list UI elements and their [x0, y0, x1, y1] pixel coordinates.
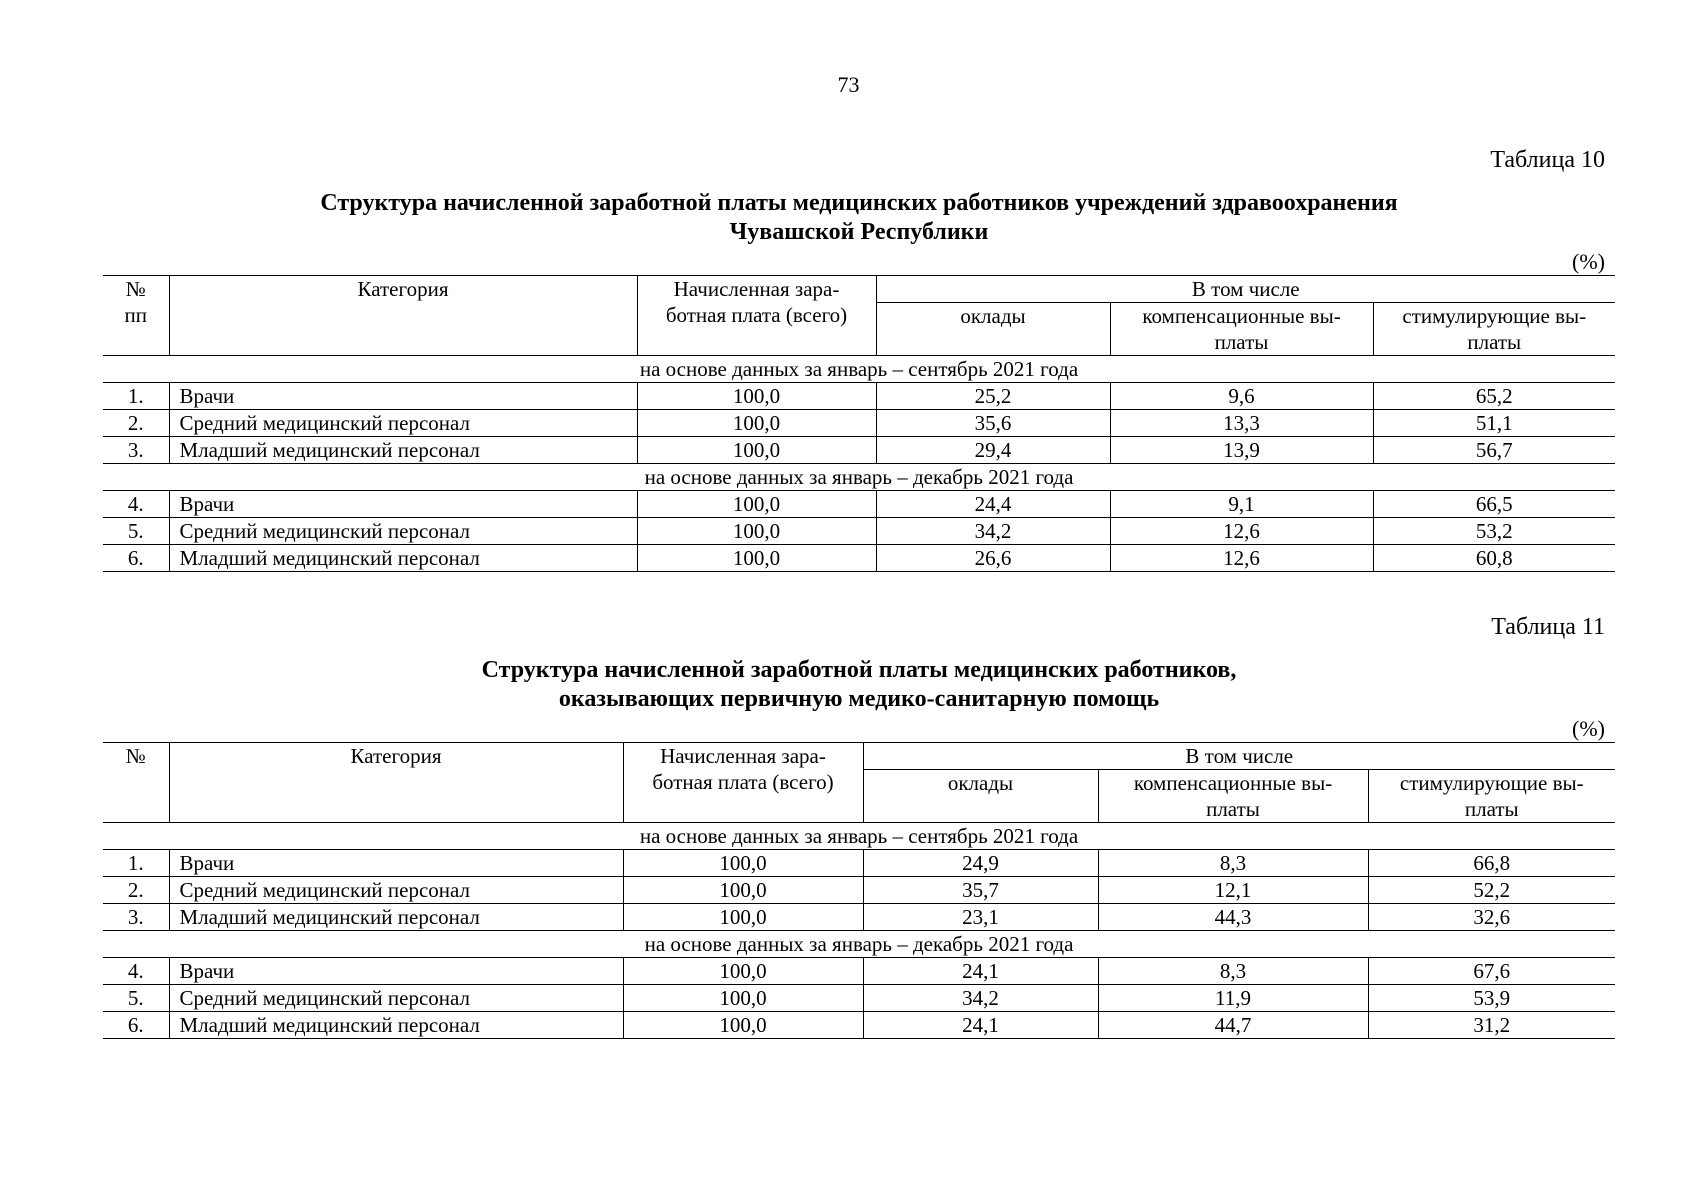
table-label: Таблица 10: [1490, 147, 1605, 173]
header-stimulating: стимулирующие вы- платы: [1368, 770, 1615, 823]
row-salary: 24,1: [863, 1012, 1098, 1039]
row-total: 100,0: [623, 904, 863, 931]
header-compensation: компенсационные вы- платы: [1110, 303, 1373, 356]
row-compensation: 12,1: [1098, 877, 1368, 904]
row-compensation: 44,7: [1098, 1012, 1368, 1039]
row-total: 100,0: [623, 1012, 863, 1039]
table-title-line2: оказывающих первичную медико-санитарную помощь: [558, 686, 1160, 712]
row-category: Средний медицинский персонал: [169, 518, 637, 545]
row-number: 1.: [103, 850, 169, 877]
row-number: 2.: [103, 877, 169, 904]
table-row: [103, 545, 1615, 572]
page-number: 73: [837, 72, 860, 97]
row-category: Младший медицинский персонал: [169, 545, 637, 572]
row-stimulating: 66,8: [1368, 850, 1615, 877]
row-total: 100,0: [637, 383, 876, 410]
header-row: [103, 276, 1615, 303]
row-salary: 23,1: [863, 904, 1098, 931]
table-10-block: [103, 143, 1615, 572]
row-total: 100,0: [623, 985, 863, 1012]
table-row: [103, 383, 1615, 410]
primary-care-salary-table: [103, 742, 1615, 1039]
table-title: [103, 189, 1615, 247]
header-total: Начисленная зара- ботная плата (всего): [637, 276, 876, 356]
table-row: [103, 410, 1615, 437]
table-row: [103, 985, 1615, 1012]
row-number: 6.: [103, 1012, 169, 1039]
row-stimulating: 53,9: [1368, 985, 1615, 1012]
row-number: 3.: [103, 904, 169, 931]
row-total: 100,0: [637, 410, 876, 437]
row-salary: 29,4: [876, 437, 1110, 464]
row-stimulating: 66,5: [1373, 491, 1615, 518]
row-number: 1.: [103, 383, 169, 410]
row-salary: 24,4: [876, 491, 1110, 518]
table-row: [103, 1012, 1615, 1039]
row-stimulating: 67,6: [1368, 958, 1615, 985]
section-row: [103, 931, 1615, 958]
header-total: Начисленная зара- ботная плата (всего): [623, 743, 863, 823]
row-category: Врачи: [169, 491, 637, 518]
table-row: [103, 518, 1615, 545]
section-label: на основе данных за январь – декабрь 2021 года: [103, 931, 1615, 958]
row-compensation: 12,6: [1110, 545, 1373, 572]
row-stimulating: 65,2: [1373, 383, 1615, 410]
header-including: В том числе: [863, 743, 1615, 770]
row-stimulating: 52,2: [1368, 877, 1615, 904]
section-row: [103, 356, 1615, 383]
row-category: Младший медицинский персонал: [169, 904, 623, 931]
header-number: № пп: [103, 276, 169, 356]
row-total: 100,0: [637, 545, 876, 572]
header-salary: оклады: [876, 303, 1110, 356]
row-salary: 34,2: [876, 518, 1110, 545]
row-number: 3.: [103, 437, 169, 464]
unit-label: (%): [1572, 716, 1605, 741]
row-category: Средний медицинский персонал: [169, 985, 623, 1012]
row-salary: 24,1: [863, 958, 1098, 985]
row-category: Средний медицинский персонал: [169, 410, 637, 437]
row-compensation: 9,1: [1110, 491, 1373, 518]
row-total: 100,0: [637, 518, 876, 545]
table-11-block: [103, 610, 1615, 1039]
table-row: [103, 958, 1615, 985]
row-stimulating: 53,2: [1373, 518, 1615, 545]
row-salary: 25,2: [876, 383, 1110, 410]
row-stimulating: 51,1: [1373, 410, 1615, 437]
header-category: Категория: [169, 276, 637, 356]
row-number: 4.: [103, 958, 169, 985]
row-stimulating: 31,2: [1368, 1012, 1615, 1039]
table-row: [103, 491, 1615, 518]
row-number: 2.: [103, 410, 169, 437]
header-number: №: [103, 743, 169, 823]
row-number: 6.: [103, 545, 169, 572]
row-compensation: 8,3: [1098, 958, 1368, 985]
section-label: на основе данных за январь – декабрь 2021 года: [103, 464, 1615, 491]
table-title-line1: Структура начисленной заработной платы медицинских работников,: [481, 657, 1237, 683]
row-compensation: 12,6: [1110, 518, 1373, 545]
row-total: 100,0: [637, 437, 876, 464]
table-row: [103, 877, 1615, 904]
row-category: Врачи: [169, 850, 623, 877]
header-category: Категория: [169, 743, 623, 823]
row-compensation: 9,6: [1110, 383, 1373, 410]
table-title: [103, 656, 1615, 714]
table-title-line1: Структура начисленной заработной платы медицинских работников учреждений здравоохранения: [320, 190, 1398, 216]
row-compensation: 8,3: [1098, 850, 1368, 877]
header-including: В том числе: [876, 276, 1615, 303]
section-row: [103, 823, 1615, 850]
row-compensation: 11,9: [1098, 985, 1368, 1012]
header-compensation: компенсационные вы- платы: [1098, 770, 1368, 823]
row-number: 5.: [103, 518, 169, 545]
row-total: 100,0: [637, 491, 876, 518]
row-salary: 35,6: [876, 410, 1110, 437]
header-row: [103, 743, 1615, 770]
row-number: 5.: [103, 985, 169, 1012]
header-salary: оклады: [863, 770, 1098, 823]
row-stimulating: 56,7: [1373, 437, 1615, 464]
row-category: Врачи: [169, 958, 623, 985]
row-salary: 24,9: [863, 850, 1098, 877]
row-compensation: 13,3: [1110, 410, 1373, 437]
row-category: Средний медицинский персонал: [169, 877, 623, 904]
section-label: на основе данных за январь – сентябрь 2021 года: [103, 823, 1615, 850]
row-category: Врачи: [169, 383, 637, 410]
row-number: 4.: [103, 491, 169, 518]
table-label: Таблица 11: [1491, 614, 1605, 640]
row-compensation: 44,3: [1098, 904, 1368, 931]
row-total: 100,0: [623, 958, 863, 985]
table-row: [103, 904, 1615, 931]
row-total: 100,0: [623, 850, 863, 877]
header-stimulating: стимулирующие вы- платы: [1373, 303, 1615, 356]
row-stimulating: 32,6: [1368, 904, 1615, 931]
row-salary: 26,6: [876, 545, 1110, 572]
section-label: на основе данных за январь – сентябрь 2021 года: [103, 356, 1615, 383]
row-total: 100,0: [623, 877, 863, 904]
table-row: [103, 437, 1615, 464]
row-compensation: 13,9: [1110, 437, 1373, 464]
salary-structure-table: [103, 275, 1615, 572]
section-row: [103, 464, 1615, 491]
row-salary: 35,7: [863, 877, 1098, 904]
unit-label: (%): [1572, 249, 1605, 274]
row-salary: 34,2: [863, 985, 1098, 1012]
table-title-line2: Чувашской Республики: [729, 219, 989, 245]
row-category: Младший медицинский персонал: [169, 1012, 623, 1039]
table-row: [103, 850, 1615, 877]
row-stimulating: 60,8: [1373, 545, 1615, 572]
row-category: Младший медицинский персонал: [169, 437, 637, 464]
